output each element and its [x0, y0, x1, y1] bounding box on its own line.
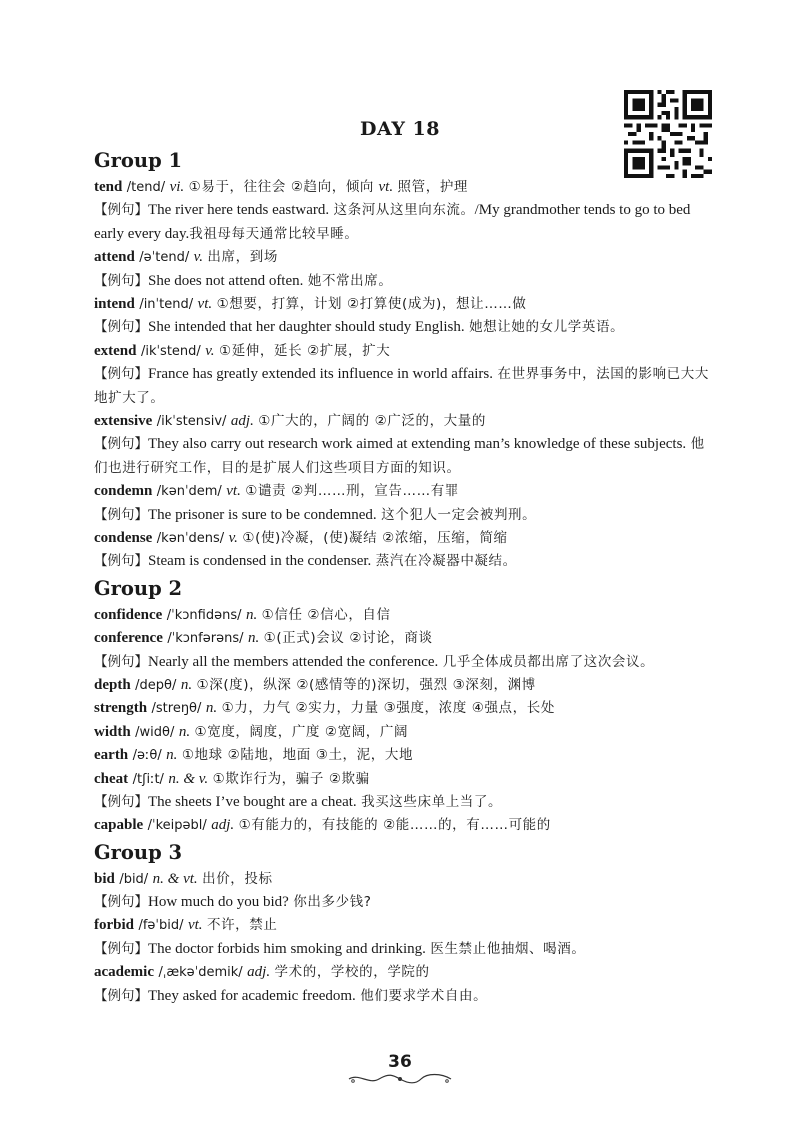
example-chinese: 你出多少钱?: [293, 894, 372, 911]
definition: ①易于，往往会 ②趋向，倾向: [188, 179, 375, 195]
phonetic: /kənˈdem/: [156, 484, 222, 500]
group-heading: Group 2: [94, 576, 183, 600]
example-tag: 【例句】: [94, 987, 148, 1004]
vocab-entry: [94, 293, 716, 316]
definition: ①地球 ②陆地，地面 ③土，泥，大地: [181, 747, 414, 764]
vocab-entry: [94, 246, 716, 269]
definition: ①深(度)，纵深 ②(感情等的)深切，强烈 ③深刻，渊博: [196, 676, 536, 693]
example-chinese: 几乎全体成员都出席了这次会议。: [442, 653, 655, 670]
part-of-speech: adj.: [211, 817, 235, 834]
group-heading: Group 1: [94, 149, 183, 172]
example-sentence: [94, 938, 716, 961]
definition: ①谴责 ②判……刑，宣告……有罪: [245, 483, 459, 500]
vocab-entry: [94, 176, 716, 199]
example-english: The river here tends eastward.: [148, 202, 330, 219]
definition: ①欺诈行为，骗子 ②欺骗: [212, 770, 370, 787]
part-of-speech: v.: [193, 249, 203, 266]
headword: conference: [94, 630, 163, 647]
phonetic: /inˈtend/: [139, 296, 194, 312]
example-english: She intended that her daughter should study English.: [148, 319, 465, 336]
definition: ①(正式)会议 ②讨论，商谈: [263, 630, 433, 647]
example-english: Steam is condensed in the condenser.: [148, 553, 372, 570]
phonetic: /tend/: [126, 180, 166, 195]
phonetic: /depθ/: [135, 677, 177, 693]
example-sentence: [94, 270, 716, 293]
page-title: DAY 18: [360, 118, 440, 140]
example-sentence: [94, 550, 716, 573]
part-of-speech: n.: [166, 747, 178, 764]
vocab-entry: [94, 627, 716, 650]
example-sentence: [94, 504, 716, 527]
vocab-entry: [94, 868, 716, 891]
example-tag: 【例句】: [94, 366, 148, 383]
headword: extensive: [94, 412, 153, 429]
vocab-entry: [94, 961, 716, 984]
vocab-entry: [94, 697, 716, 720]
example-chinese: 他们要求学术自由。: [360, 987, 488, 1004]
example-chinese: 我买这些床单上当了。: [361, 793, 503, 810]
headword: tend: [94, 179, 123, 195]
definition: ①广大的，广阔的 ②广泛的，大量的: [258, 412, 486, 429]
headword: condense: [94, 529, 153, 546]
definition: ①宽度，阔度，广度 ②宽阔，广阔: [194, 723, 409, 740]
example-english: They also carry out research work aimed at extending man’s knowledge of these subjects.: [148, 436, 687, 453]
example-sentence: [94, 651, 716, 674]
headword: capable: [94, 817, 144, 834]
vocab-entry: [94, 674, 716, 697]
part-of-speech: n.: [205, 700, 218, 717]
example-english: /My grandmother tends to go to bed early every day.: [94, 202, 691, 242]
example-tag: 【例句】: [94, 940, 148, 957]
example-sentence: [94, 199, 716, 246]
phonetic: /ˈkɔnfidəns/: [166, 607, 242, 623]
example-chinese: 她想让她的女儿学英语。: [469, 319, 625, 336]
phonetic: /bid/: [119, 871, 149, 887]
vocab-entry: [94, 914, 716, 937]
vocab-entry: [94, 604, 716, 627]
example-english: The sheets I’ve bought are a cheat.: [148, 793, 357, 810]
example-chinese: 蒸汽在冷凝器中凝结。: [375, 553, 517, 570]
headword: cheat: [94, 770, 129, 787]
footer-ornament-icon: [345, 1072, 455, 1086]
definition: ①(使)冷凝，(使)凝结 ②浓缩，压缩，简缩: [242, 529, 508, 546]
phonetic: /əːθ/: [132, 748, 162, 764]
definition: ①想要，打算，计划 ②打算使(成为)，想让……做: [216, 295, 527, 312]
vocab-entry: [94, 768, 716, 791]
headword: academic: [94, 964, 154, 981]
part-of-speech: adj.: [230, 412, 254, 429]
example-sentence: [94, 791, 716, 814]
part-of-speech: v.: [228, 529, 238, 546]
definition: ①延伸，延长 ②扩展，扩大: [219, 342, 391, 359]
headword: confidence: [94, 606, 163, 623]
phonetic: /əˈtend/: [139, 250, 190, 266]
definition: 照管，护理: [397, 179, 469, 195]
phonetic: /ˌækəˈdemik/: [158, 965, 243, 981]
headword: bid: [94, 870, 115, 887]
example-sentence: [94, 316, 716, 339]
definition: ①有能力的，有技能的 ②能……的，有……可能的: [238, 817, 551, 834]
example-chinese: 她不常出席。: [307, 272, 393, 289]
example-tag: 【例句】: [94, 436, 148, 453]
part-of-speech: adj.: [247, 964, 271, 981]
example-tag: 【例句】: [94, 553, 148, 570]
vocab-entry: [94, 721, 716, 744]
example-tag: 【例句】: [94, 793, 148, 810]
example-chinese: 我祖母每天通常比较早睡。: [189, 225, 359, 242]
example-english: France has greatly extended its influence in world affairs.: [148, 366, 494, 383]
headword: intend: [94, 295, 135, 312]
example-chinese: 这个犯人一定会被判刑。: [381, 506, 537, 523]
headword: width: [94, 723, 131, 740]
example-english: The prisoner is sure to be condemned.: [148, 506, 377, 523]
vocab-entry: [94, 340, 716, 363]
example-chinese: 在世界事务中，法国的影响已大大地扩大了。: [94, 366, 709, 406]
example-sentence: [94, 985, 716, 1008]
part-of-speech: n. & v.: [168, 770, 209, 787]
headword: depth: [94, 676, 131, 693]
part-of-speech: n. & vt.: [152, 870, 198, 887]
definition: 出价，投标: [202, 870, 273, 887]
definition: ①力，力气 ②实力，力量 ③强度，浓度 ④强点，长处: [221, 700, 555, 717]
example-english: Nearly all the members attended the conference.: [148, 653, 439, 670]
part-of-speech: vi.: [169, 179, 185, 195]
page-number: 36: [388, 1052, 412, 1072]
part-of-speech: v.: [205, 342, 215, 359]
phonetic: /ikˈstensiv/: [156, 413, 227, 429]
example-tag: 【例句】: [94, 319, 148, 336]
headword: earth: [94, 747, 129, 764]
definition: 不许，禁止: [206, 917, 278, 934]
phonetic: /ˈkɔnfərəns/: [167, 631, 244, 647]
example-chinese: 医生禁止他抽烟、喝酒。: [430, 940, 586, 957]
phonetic: /tʃiːt/: [132, 771, 164, 787]
group-heading: Group 3: [94, 840, 183, 864]
part-of-speech: n.: [178, 723, 191, 740]
example-english: They asked for academic freedom.: [148, 987, 356, 1004]
example-chinese: 他们也进行研究工作，目的是扩展人们这些项目方面的知识。: [94, 436, 705, 476]
phonetic: /streŋθ/: [151, 701, 202, 717]
headword: strength: [94, 700, 148, 717]
part-of-speech: n.: [247, 630, 260, 647]
example-sentence: [94, 433, 716, 480]
example-chinese: 这条河从这里向东流。: [333, 202, 475, 219]
example-tag: 【例句】: [94, 506, 148, 523]
vocab-entry: [94, 527, 716, 550]
phonetic: /fəˈbid/: [138, 918, 184, 934]
part-of-speech: vt.: [378, 179, 394, 195]
example-sentence: [94, 891, 716, 914]
vocab-entry: [94, 480, 716, 503]
headword: attend: [94, 249, 135, 266]
example-tag: 【例句】: [94, 894, 148, 911]
phonetic: /widθ/: [135, 724, 175, 740]
vocab-entry: [94, 744, 716, 767]
part-of-speech: n.: [245, 606, 258, 623]
headword: forbid: [94, 917, 135, 934]
vocab-entry: [94, 410, 716, 433]
definition: ①信任 ②信心，自信: [261, 606, 391, 623]
phonetic: /kənˈdens/: [156, 530, 225, 546]
page-footer: [0, 1052, 800, 1086]
part-of-speech: vt.: [197, 295, 213, 312]
definition: 学术的，学校的，学院的: [274, 964, 430, 981]
definition: 出席，到场: [207, 249, 278, 266]
phonetic: /ˈkeipəbl/: [147, 818, 207, 834]
vocab-entry: [94, 814, 716, 837]
part-of-speech: n.: [180, 676, 193, 693]
example-english: The doctor forbids him smoking and drinking.: [148, 940, 426, 957]
headword: condemn: [94, 483, 153, 500]
example-tag: 【例句】: [94, 202, 148, 219]
example-sentence: [94, 363, 716, 410]
phonetic: /ikˈstend/: [140, 343, 201, 359]
vocabulary-list: [94, 146, 716, 1008]
example-english: How much do you bid?: [148, 894, 289, 911]
example-english: She does not attend often.: [148, 272, 304, 289]
example-tag: 【例句】: [94, 272, 148, 289]
part-of-speech: vt.: [226, 483, 241, 500]
example-tag: 【例句】: [94, 653, 148, 670]
part-of-speech: vt.: [187, 917, 203, 934]
headword: extend: [94, 342, 137, 359]
